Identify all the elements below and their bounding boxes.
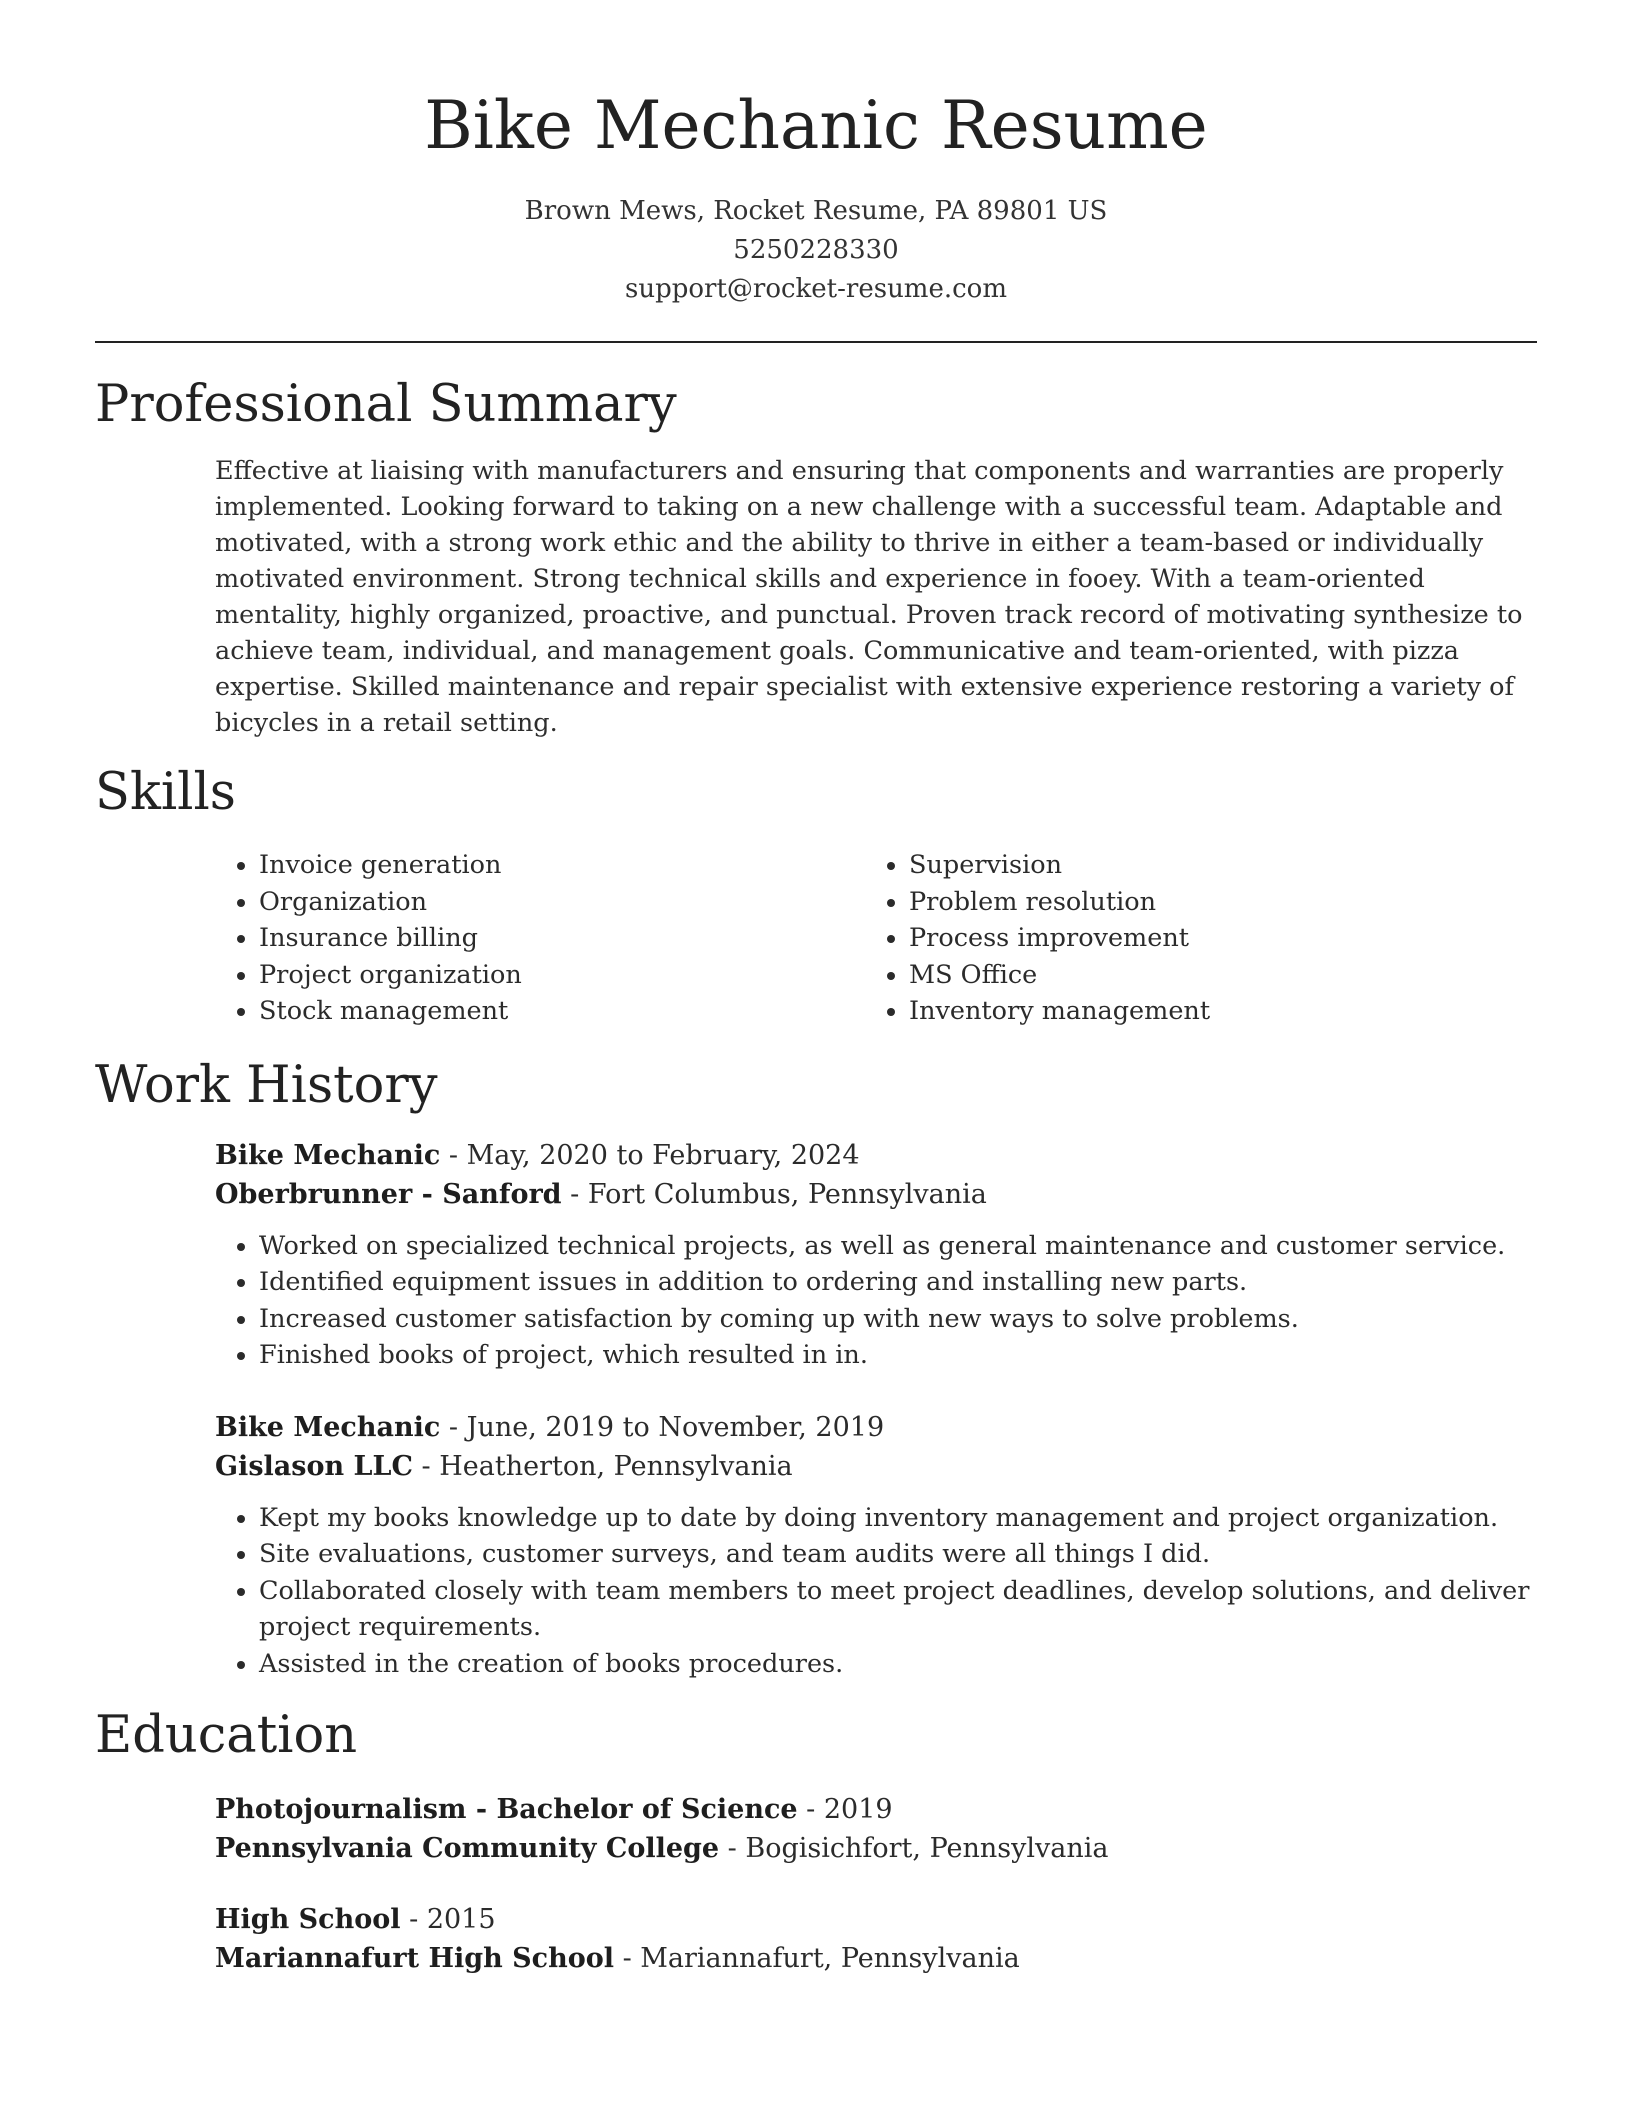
skill-item: • Stock management (259, 993, 865, 1030)
education-year: - 2019 (797, 1794, 893, 1825)
job-company-line (215, 1175, 1537, 1214)
job-bullets (215, 1228, 1535, 1374)
job-bullet: • Finished books of project, which resulted in in. (259, 1337, 1535, 1374)
skill-item: • MS Office (909, 957, 1515, 994)
skills-right-column (865, 847, 1515, 1030)
summary-text: Effective at liaising with manufacturers and ensuring that components and warranties are properly implemented. Looking forward to taking on a new challenge with a successful team. Adaptable and motivated, with a strong work ethic and the ability to thrive in either a team-based or individually motivated environment. Strong technical skills and experience in fooey. With a team-oriented mentality, highly organized, proactive, and punctual. Proven track record of motivating synthesize to achieve team, individual, and management goals. Communicative and team-oriented, with pizza expertise. Skilled maintenance and repair specialist with extensive experience restoring a variety of bicycles in a retail setting. (215, 456, 1523, 738)
skill-item: • Invoice generation (259, 847, 865, 884)
education-year: - 2015 (400, 1904, 496, 1935)
education-entry (215, 1790, 1537, 1868)
skills-grid (215, 847, 1537, 1030)
education-degree: High School (215, 1904, 401, 1935)
address: Brown Mews, Rocket Resume, PA 89801 US (524, 196, 1108, 226)
work-heading: Work History (95, 1055, 438, 1115)
job-bullet: • Site evaluations, customer surveys, and team audits were all things I did. (259, 1536, 1535, 1573)
job-bullets (215, 1500, 1535, 1683)
education-degree: Photojournalism - Bachelor of Science (215, 1794, 798, 1825)
education-heading: Education (95, 1706, 358, 1765)
job-bullet: • Worked on specialized technical projects, as well as general maintenance and customer service. (259, 1228, 1535, 1265)
job-title: Bike Mechanic (215, 1139, 441, 1171)
education-degree-line (215, 1900, 1537, 1939)
job-bullet: • Kept my books knowledge up to date by doing inventory management and project organization. (259, 1500, 1535, 1537)
job-bullet: • Increased customer satisfaction by coming up with new ways to solve problems. (259, 1301, 1535, 1338)
resume-header (95, 0, 1537, 309)
education-school-line (215, 1829, 1537, 1868)
skills-heading: Skills (95, 763, 236, 822)
resume-page (95, 0, 1537, 1978)
job-bullet: • Collaborated closely with team members to meet project deadlines, develop solutions, and deliver project requirements. (259, 1573, 1535, 1646)
job-company: Gislason LLC (215, 1450, 413, 1482)
skill-item: • Process improvement (909, 920, 1515, 957)
resume-title: Bike Mechanic Resume (424, 87, 1208, 164)
contact-info (95, 192, 1537, 309)
skill-item: • Insurance billing (259, 920, 865, 957)
job-entry (215, 1136, 1537, 1374)
phone: 5250228330 (733, 235, 899, 265)
summary-heading: Professional Summary (95, 375, 677, 434)
skills-left-column (215, 847, 865, 1030)
skill-item: • Supervision (909, 847, 1515, 884)
summary-section (95, 373, 1537, 741)
education-section (95, 1704, 1537, 1978)
work-section (95, 1054, 1537, 1683)
education-location: - Bogisichfort, Pennsylvania (719, 1833, 1109, 1864)
job-company: Oberbrunner - Sanford (215, 1178, 562, 1210)
job-entry (215, 1408, 1537, 1683)
skill-item: • Problem resolution (909, 884, 1515, 921)
education-entry (215, 1900, 1537, 1978)
skill-item: • Project organization (259, 957, 865, 994)
education-degree-line (215, 1790, 1537, 1829)
job-bullet: • Identified equipment issues in addition to ordering and installing new parts. (259, 1264, 1535, 1301)
education-school-line (215, 1939, 1537, 1978)
header-divider (95, 341, 1537, 343)
job-location: - Fort Columbus, Pennsylvania (561, 1178, 987, 1210)
job-bullet: • Assisted in the creation of books procedures. (259, 1646, 1535, 1683)
job-dates: - June, 2019 to November, 2019 (440, 1411, 885, 1443)
job-company-line (215, 1447, 1537, 1486)
job-title: Bike Mechanic (215, 1411, 441, 1443)
skill-item: • Organization (259, 884, 865, 921)
job-dates: - May, 2020 to February, 2024 (440, 1139, 860, 1171)
job-title-line (215, 1408, 1537, 1447)
email: support@rocket-resume.com (624, 274, 1007, 304)
education-school: Pennsylvania Community College (215, 1833, 720, 1864)
education-location: - Mariannafurt, Pennsylvania (613, 1943, 1020, 1974)
education-school: Mariannafurt High School (215, 1943, 614, 1974)
skill-item: • Inventory management (909, 993, 1515, 1030)
skills-section (95, 761, 1537, 1030)
job-title-line (215, 1136, 1537, 1175)
job-location: - Heatherton, Pennsylvania (412, 1450, 793, 1482)
